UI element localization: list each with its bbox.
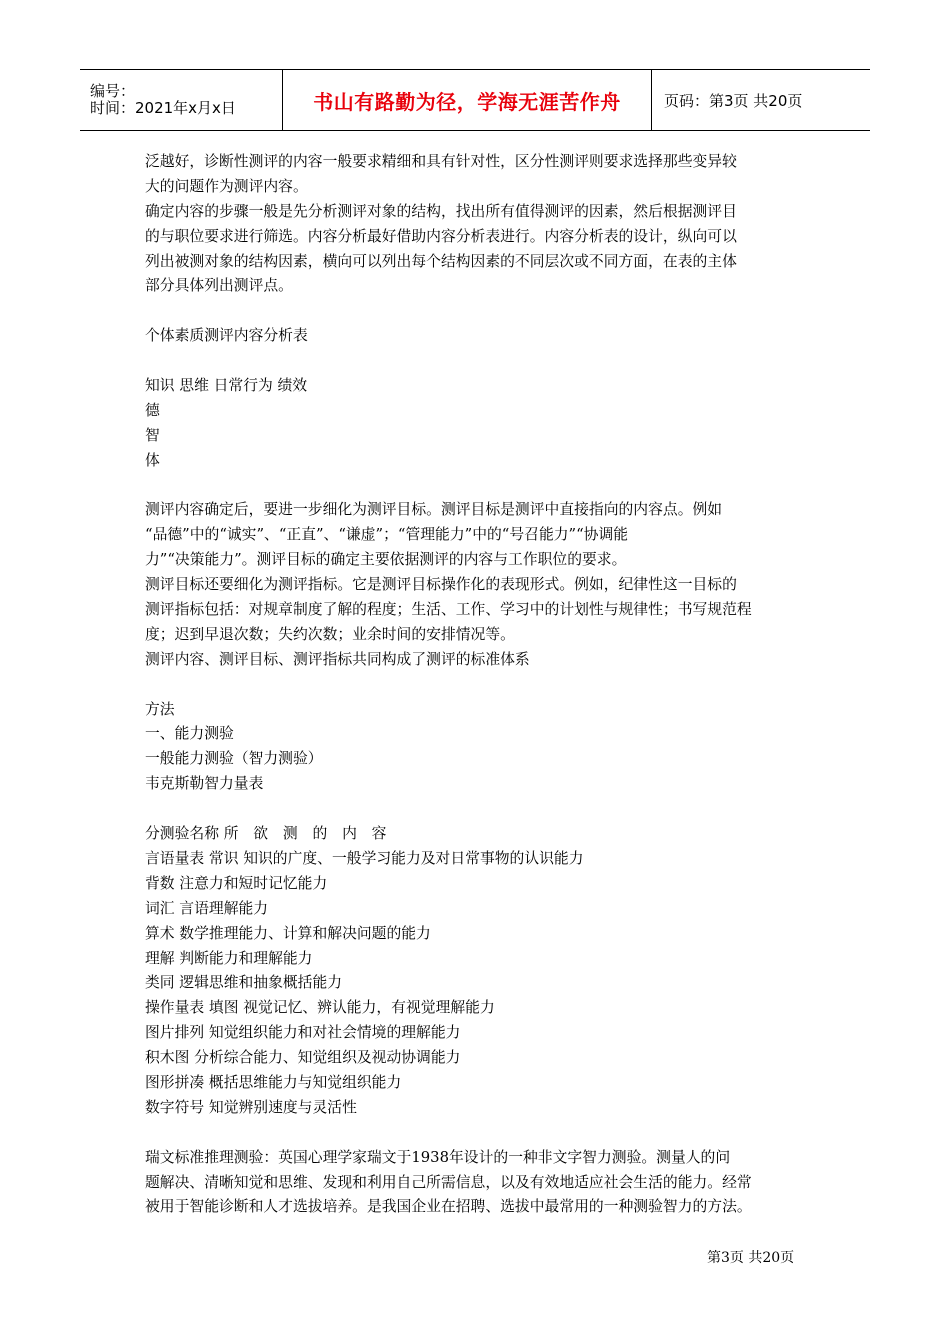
time-label: 时间：2021年x月x日 xyxy=(90,99,236,117)
text-line: “品德”中的“诚实”、“正直”、“谦虚”；“管理能力”中的“号召能力”“协调能 xyxy=(145,526,629,544)
text-line: 测评目标还要细化为测评指标。它是测评目标操作化的表现形式。例如，纪律性这一目标的 xyxy=(145,576,737,594)
text-line: 力”“决策能力”。测评目标的确定主要依据测评的内容与工作职位的要求。 xyxy=(145,551,627,569)
text-line: 言语量表 常识 知识的广度、一般学习能力及对日常事物的认识能力 xyxy=(145,849,584,867)
text-line: 体 xyxy=(145,451,160,469)
text-line: 德 xyxy=(145,401,160,419)
text-line: 方法 xyxy=(145,700,175,718)
blank-line xyxy=(145,1121,815,1146)
text-line: 算术 数学推理能力、计算和解决问题的能力 xyxy=(145,924,431,942)
document-body xyxy=(145,150,815,1220)
text-line: 的与职位要求进行筛选。内容分析最好借助内容分析表进行。内容分析表的设计，纵向可以 xyxy=(145,227,737,245)
text-line: 智 xyxy=(145,426,160,444)
text-line: 一、能力测验 xyxy=(145,725,234,743)
text-line: 测评内容、测评目标、测评指标共同构成了测评的标准体系 xyxy=(145,650,530,668)
text-line: 词汇 言语理解能力 xyxy=(145,899,269,917)
text-line: 列出被测对象的结构因素，横向可以列出每个结构因素的不同层次或不同方面，在表的主体 xyxy=(145,252,737,270)
blank-line xyxy=(145,797,815,822)
text-line: 操作量表 填图 视觉记忆、辨认能力，有视觉理解能力 xyxy=(145,999,495,1017)
text-line: 个体素质测评内容分析表 xyxy=(145,327,308,345)
text-line: 分测验名称 所 欲 测 的 内 容 xyxy=(145,825,387,843)
text-line: 泛越好，诊断性测评的内容一般要求精细和具有针对性，区分性测评则要求选择那些变异较 xyxy=(145,153,737,170)
blank-line xyxy=(145,673,815,698)
blank-line xyxy=(145,474,815,499)
page-footer: 第3页 共20页 xyxy=(707,1250,795,1266)
number-label: 编号： xyxy=(90,82,136,100)
text-line: 测评指标包括：对规章制度了解的程度；生活、工作、学习中的计划性与规律性；书写规范程 xyxy=(145,601,752,619)
text-line: 题解决、清晰知觉和思维、发现和利用自己所需信息，以及有效地适应社会生活的能力。经常 xyxy=(145,1173,752,1191)
text-line: 确定内容的步骤一般是先分析测评对象的结构，找出所有值得测评的因素，然后根据测评目 xyxy=(145,202,737,220)
header-page-info: 页码：第3页 共20页 xyxy=(664,91,803,110)
text-line: 大的问题作为测评内容。 xyxy=(145,177,308,195)
text-line: 理解 判断能力和理解能力 xyxy=(145,949,313,967)
text-line: 背数 注意力和短时记忆能力 xyxy=(145,874,328,892)
blank-line xyxy=(145,299,815,324)
text-line: 一般能力测验（智力测验） xyxy=(145,750,323,768)
blank-line xyxy=(145,349,815,374)
text-line: 瑞文标准推理测验：英国心理学家瑞文于1938年设计的一种非文字智力测验。测量人的问 xyxy=(145,1148,731,1166)
text-line: 积木图 分析综合能力、知觉组织及视动协调能力 xyxy=(145,1049,461,1067)
header-motto: 书山有路勤为径，学海无涯苦作舟 xyxy=(282,70,652,130)
text-line: 类同 逻辑思维和抽象概括能力 xyxy=(145,974,343,992)
page-header xyxy=(80,69,870,131)
text-line: 知识 思维 日常行为 绩效 xyxy=(145,377,308,395)
text-line: 图形拼凑 概括思维能力与知觉组织能力 xyxy=(145,1073,402,1091)
header-meta xyxy=(80,70,282,130)
text-line: 部分具体列出测评点。 xyxy=(145,277,293,295)
text-line: 图片排列 知觉组织能力和对社会情境的理解能力 xyxy=(145,1024,461,1042)
text-line: 数字符号 知觉辨别速度与灵活性 xyxy=(145,1098,357,1116)
text-line: 测评内容确定后，要进一步细化为测评目标。测评目标是测评中直接指向的内容点。例如 xyxy=(145,501,723,519)
text-line: 被用于智能诊断和人才选拔培养。是我国企业在招聘、选拔中最常用的一种测验智力的方法。 xyxy=(145,1198,752,1216)
text-line: 度；迟到早退次数；失约次数；业余时间的安排情况等。 xyxy=(145,625,515,643)
text-line: 韦克斯勒智力量表 xyxy=(145,775,264,793)
